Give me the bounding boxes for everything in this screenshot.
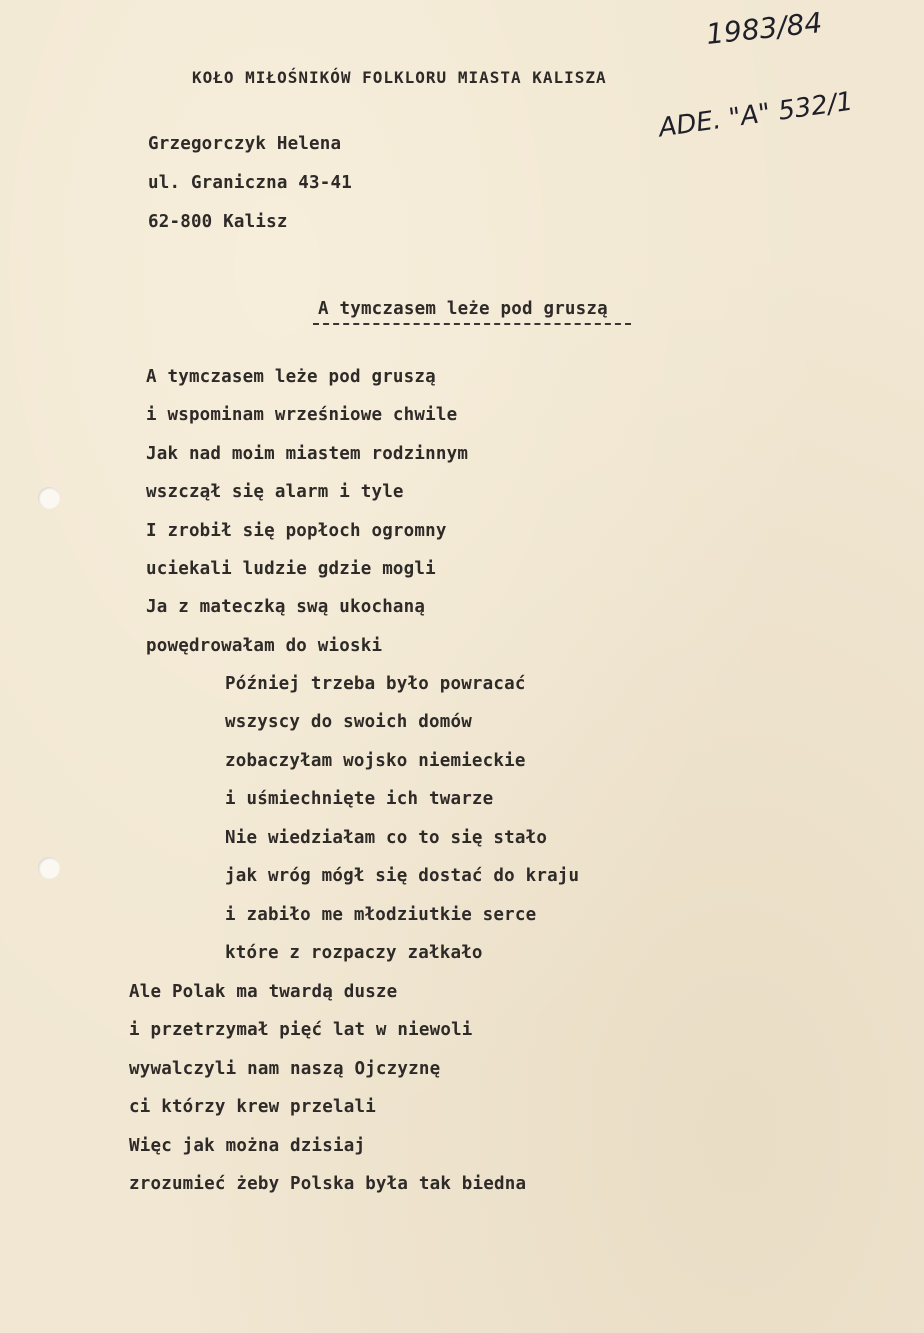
poem-line: ci którzy krew przelali xyxy=(129,1097,376,1117)
poem-line: i zabiło me młodziutkie serce xyxy=(225,905,537,925)
title-underline xyxy=(313,323,631,325)
author-name: Grzegorczyk Helena xyxy=(148,134,342,154)
punch-hole-bottom xyxy=(38,857,60,879)
poem-line: Ale Polak ma twardą dusze xyxy=(129,982,398,1002)
poem-line: powędrowałam do wioski xyxy=(146,636,383,656)
poem-line: i wspominam wrześniowe chwile xyxy=(146,405,458,425)
poem-line: A tymczasem leże pod gruszą xyxy=(146,367,436,387)
poem-line: wszyscy do swoich domów xyxy=(225,712,472,732)
poem-line: Nie wiedziałam co to się stało xyxy=(225,828,548,848)
poem-line: zrozumieć żeby Polska była tak biedna xyxy=(129,1174,527,1194)
poem-line: Jak nad moim miastem rodzinnym xyxy=(146,444,469,464)
poem-line: wywalczyli nam naszą Ojczyznę xyxy=(129,1059,441,1079)
poem-line: Więc jak można dzisiaj xyxy=(129,1136,366,1156)
poem-line: jak wróg mógł się dostać do kraju xyxy=(225,866,580,886)
poem-title: A tymczasem leże pod gruszą xyxy=(318,299,608,319)
poem-line: I zrobił się popłoch ogromny xyxy=(146,521,447,541)
poem-line: i uśmiechnięte ich twarze xyxy=(225,789,494,809)
poem-line: uciekali ludzie gdzie mogli xyxy=(146,559,436,579)
author-street: ul. Graniczna 43-41 xyxy=(148,173,352,193)
poem-line: Ja z mateczką swą ukochaną xyxy=(146,597,426,617)
author-city: 62-800 Kalisz xyxy=(148,212,288,232)
poem-line: Później trzeba było powracać xyxy=(225,674,526,694)
poem-line: zobaczyłam wojsko niemieckie xyxy=(225,751,526,771)
archive-reference-note: ADE. "A" 532/1 xyxy=(656,86,855,144)
poem-line: wszczął się alarm i tyle xyxy=(146,482,404,502)
poem-line: które z rozpaczy załkało xyxy=(225,943,483,963)
archive-year-note: 1983/84 xyxy=(704,6,824,51)
organization-header: KOŁO MIŁOŚNIKÓW FOLKLORU MIASTA KALISZA xyxy=(192,68,607,87)
poem-line: i przetrzymał pięć lat w niewoli xyxy=(129,1020,473,1040)
punch-hole-top xyxy=(38,487,60,509)
